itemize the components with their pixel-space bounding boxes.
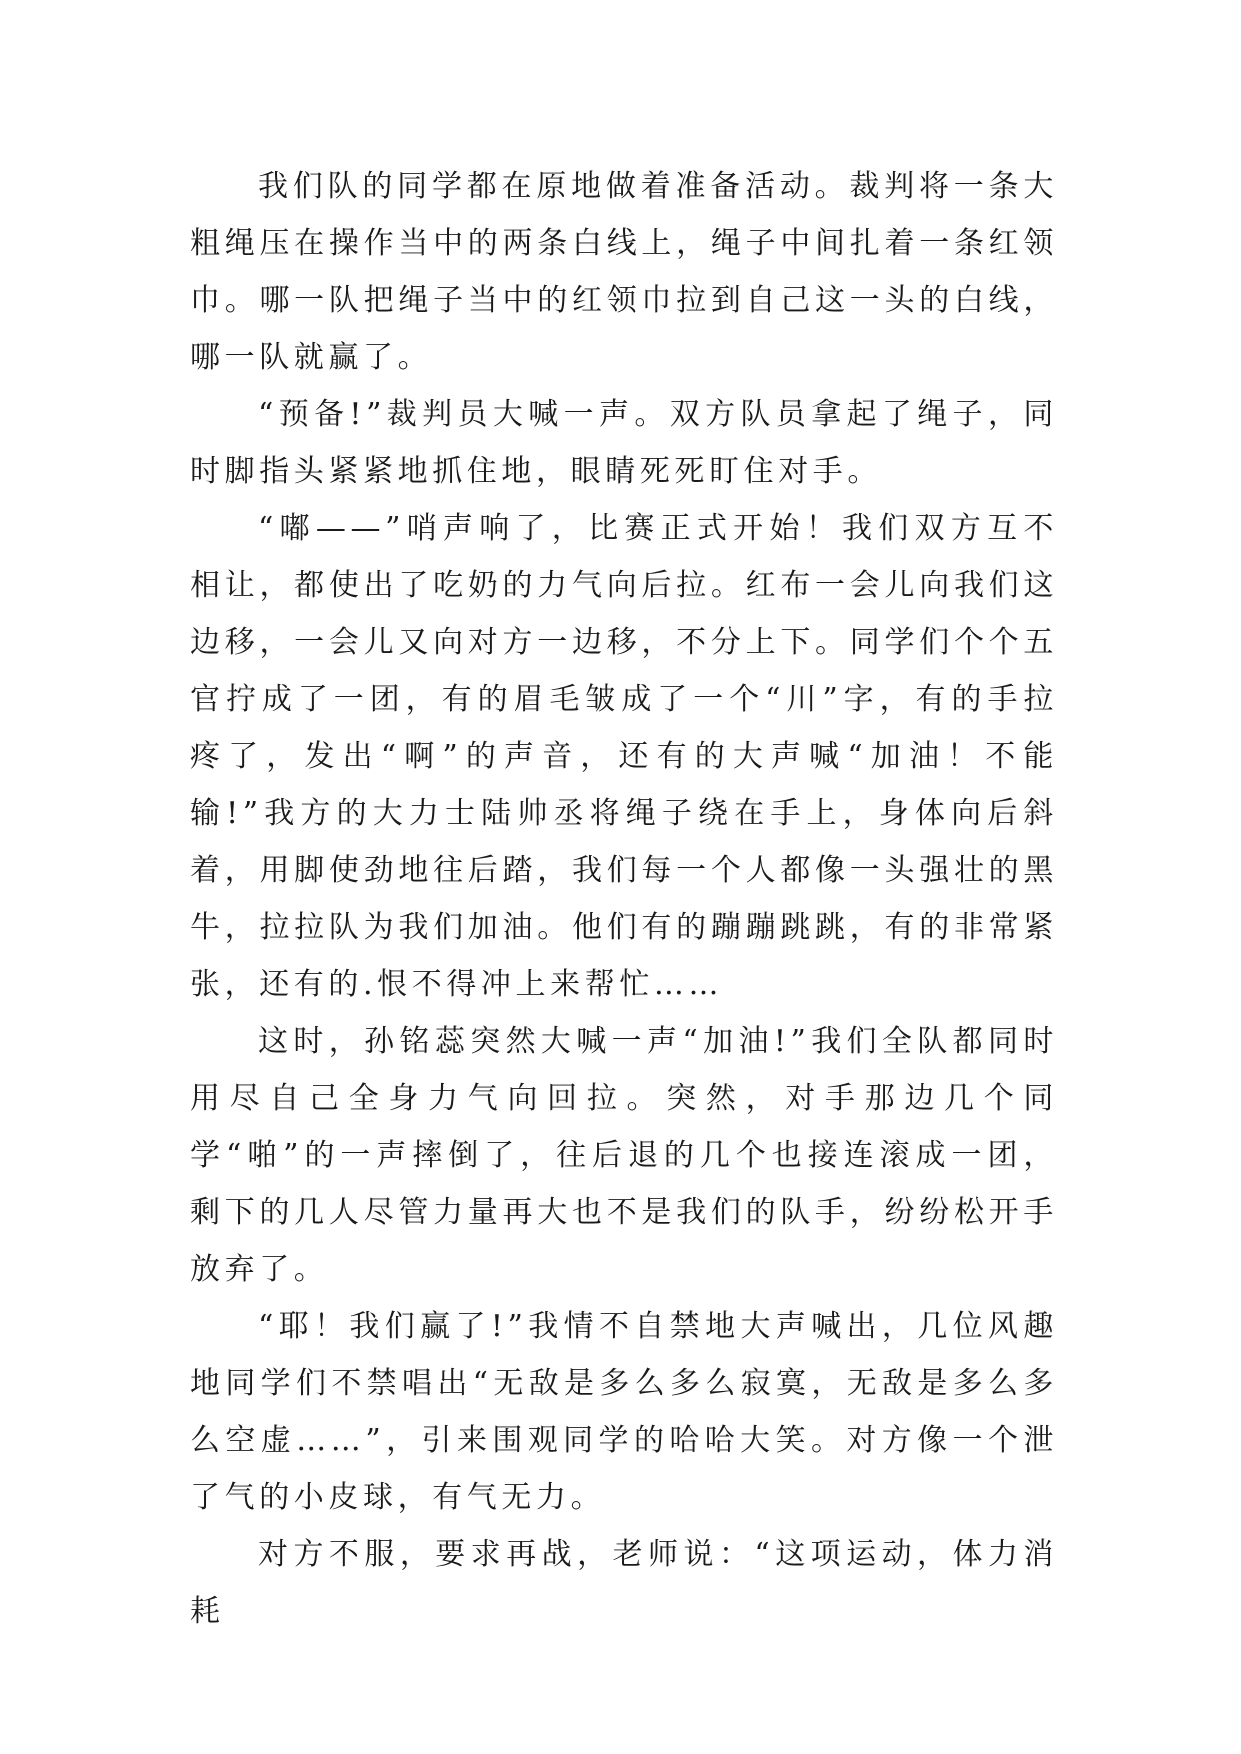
paragraph-4: 这时，孙铭蕊突然大喊一声“加油!”我们全队都同时用尽自己全身力气向回拉。突然，对手那边几个同学“啪”的一声摔倒了，往后退的几个也接连滚成一团，剩下的几人尽管力量再大也不是我们的队手，纷纷松开手放弃了。 xyxy=(190,1024,1058,1287)
document-body xyxy=(190,158,1058,1640)
paragraph-2: “预备!”裁判员大喊一声。双方队员拿起了绳子，同时脚指头紧紧地抓住地，眼睛死死盯住对手。 xyxy=(190,397,1058,489)
paragraph-3: “嘟——”哨声响了，比赛正式开始！我们双方互不相让，都使出了吃奶的力气向后拉。红布一会儿向我们这边移，一会儿又向对方一边移，不分上下。同学们个个五官拧成了一团，有的眉毛皱成了一个“川”字，有的手拉疼了，发出“啊”的声音，还有的大声喊“加油！不能输!”我方的大力士陆帅丞将绳子绕在手上，身体向后斜着，用脚使劲地往后踏，我们每一个人都像一头强壮的黑牛，拉拉队为我们加油。他们有的蹦蹦跳跳，有的非常紧张，还有的.恨不得冲上来帮忙…… xyxy=(190,511,1058,1002)
paragraph-6: 对方不服，要求再战，老师说：“这项运动，体力消耗 xyxy=(190,1537,1058,1629)
paragraph-5: “耶！我们赢了!”我情不自禁地大声喊出，几位风趣地同学们不禁唱出“无敌是多么多么寂寞，无敌是多么多么空虚……”，引来围观同学的哈哈大笑。对方像一个泄了气的小皮球，有气无力。 xyxy=(190,1309,1058,1515)
paragraph-1: 我们队的同学都在原地做着准备活动。裁判将一条大粗绳压在操作当中的两条白线上，绳子中间扎着一条红领巾。哪一队把绳子当中的红领巾拉到自己这一头的白线，哪一队就赢了。 xyxy=(190,169,1058,375)
